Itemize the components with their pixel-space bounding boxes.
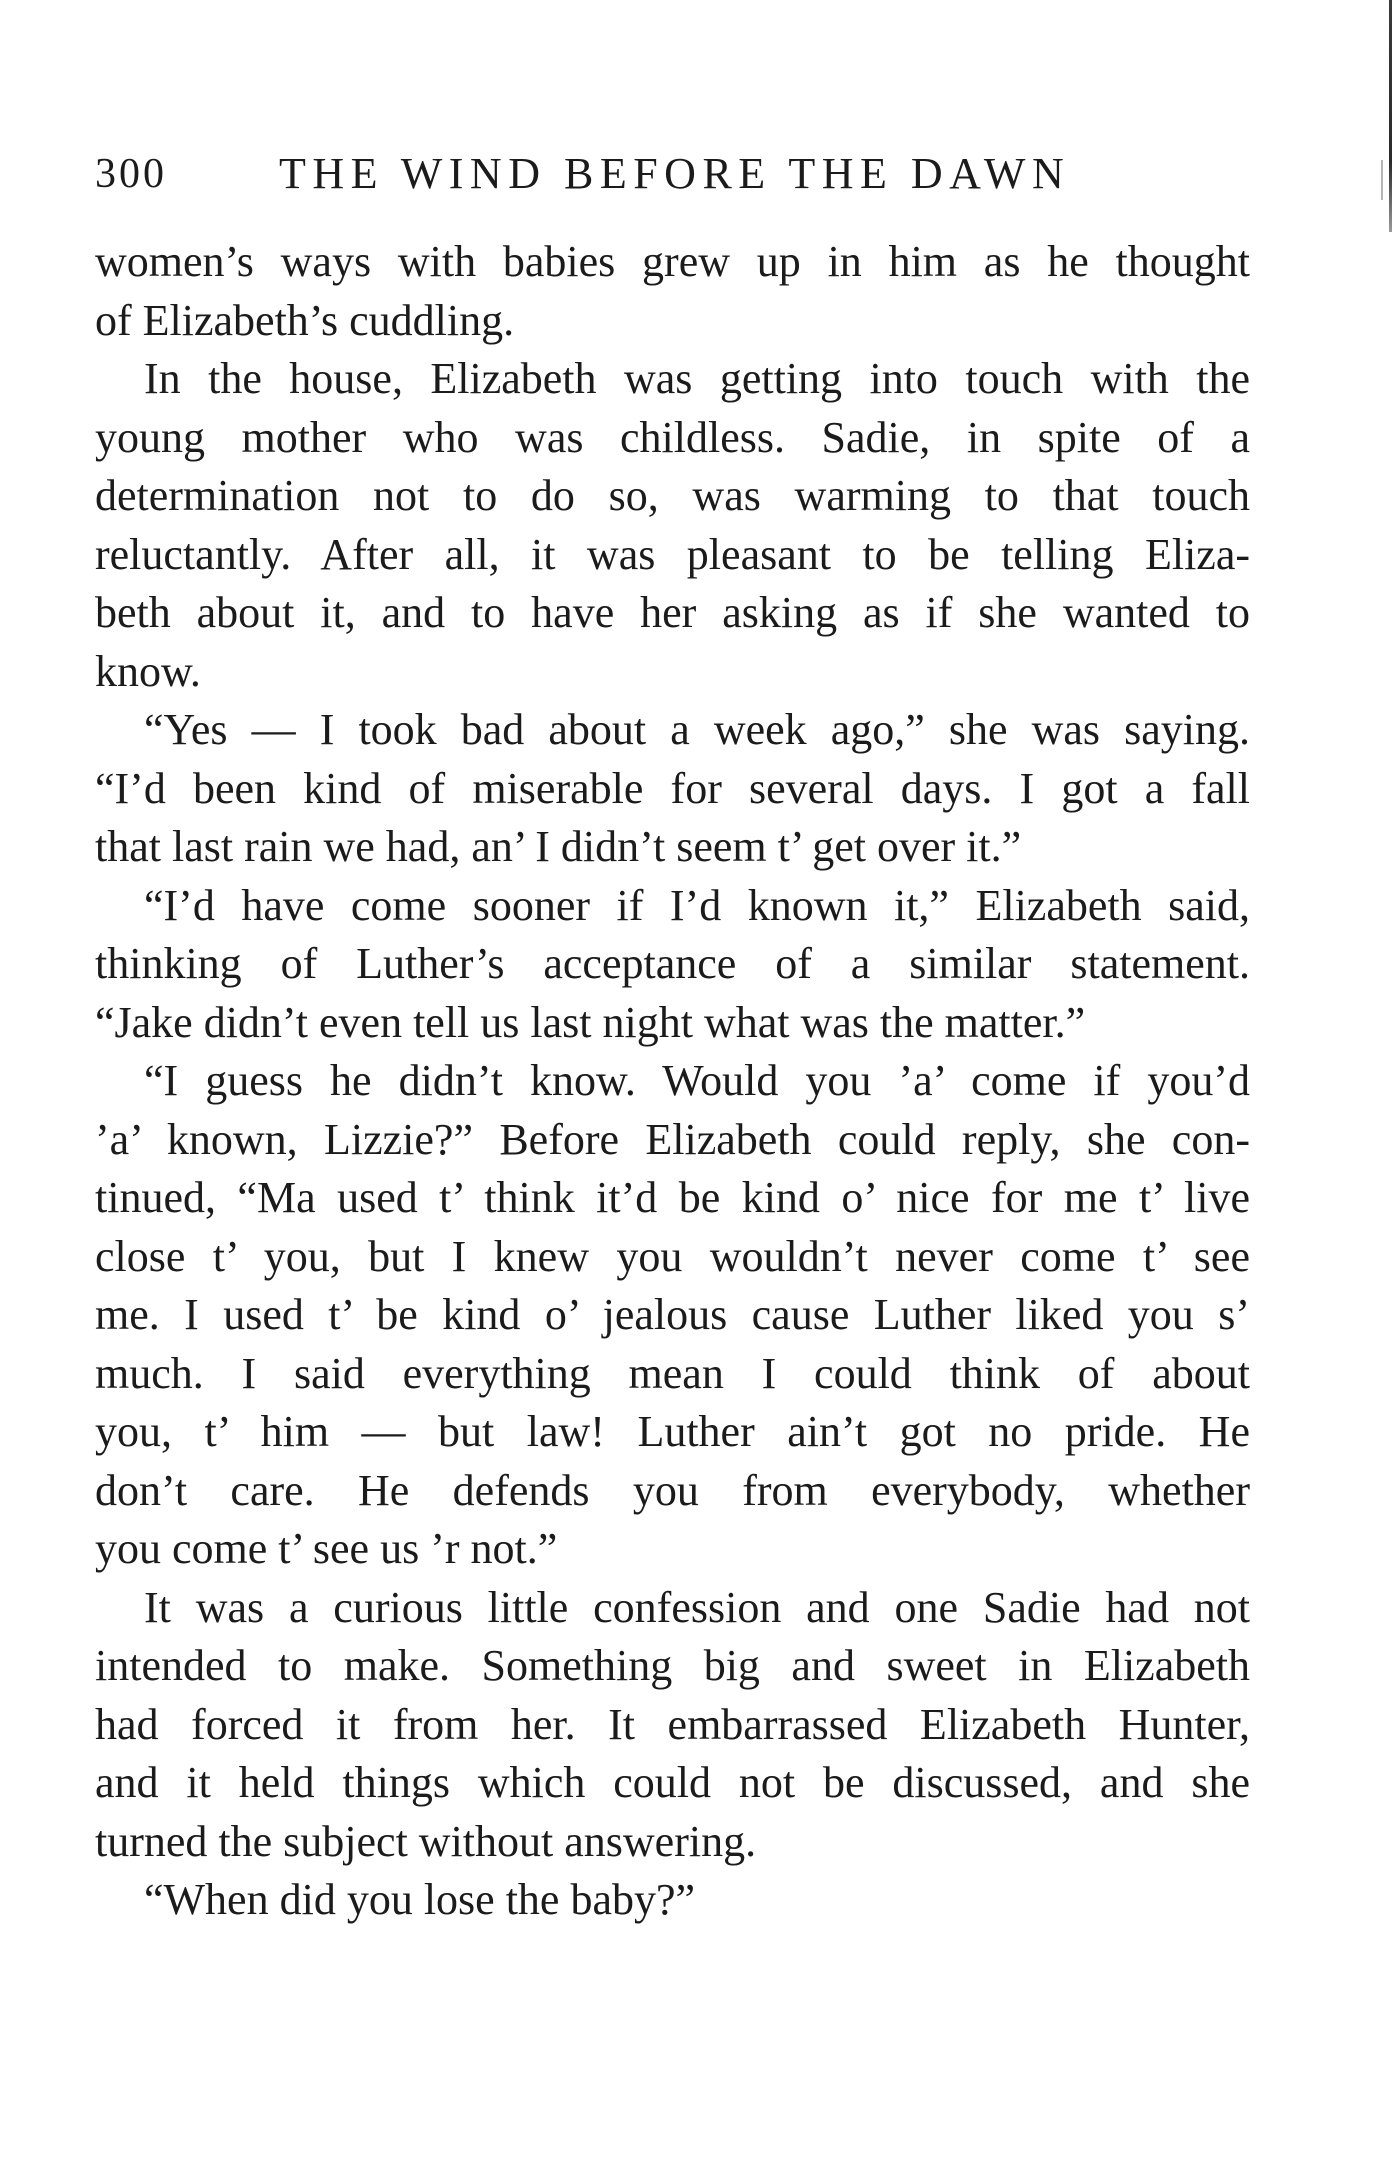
text-line: “I’d been kind of miserable for several days. I got a fall [95, 763, 1250, 813]
text-line: beth about it, and to have her asking as if she wanted to [95, 588, 1250, 637]
scan-edge-tick [1381, 160, 1383, 200]
page-number: 300 [95, 151, 167, 197]
text-line: don’t care. He defends you from everybody, whether [95, 1465, 1250, 1515]
text-line: “Jake didn’t even tell us last night what was the matter.” [95, 997, 1086, 1047]
text-line: tinued, “Ma used t’ think it’d be kind o’ nice for me t’ live [95, 1173, 1250, 1222]
text-line: thinking of Luther’s acceptance of a similar statement. [95, 939, 1250, 988]
text-line: In the house, Elizabeth was getting into touch with the [144, 354, 1250, 403]
text-line: intended to make. Something big and sweet in Elizabeth [95, 1641, 1250, 1690]
text-line: of Elizabeth’s cuddling. [95, 295, 515, 345]
scan-edge-mark [1389, 0, 1392, 232]
text-line: you come t’ see us ’r not.” [95, 1524, 558, 1573]
paragraph [95, 1052, 1250, 1579]
body-text [95, 233, 1250, 1930]
paragraph [95, 1871, 1250, 1930]
text-line: women’s ways with babies grew up in him as he thought [95, 237, 1250, 286]
text-line: It was a curious little confession and one Sadie had not [144, 1582, 1250, 1632]
text-line: determination not to do so, was warming to that touch [95, 471, 1250, 520]
text-line: close t’ you, but I knew you wouldn’t never come t’ see [95, 1231, 1250, 1281]
paragraph [95, 877, 1250, 1053]
text-line: turned the subject without answering. [95, 1816, 757, 1866]
paragraph [95, 350, 1250, 701]
paragraph [95, 1579, 1250, 1872]
text-line: young mother who was childless. Sadie, in spite of a [95, 412, 1250, 462]
text-line: that last rain we had, an’ I didn’t seem t’ get over it.” [95, 822, 1022, 871]
text-line: you, t’ him — but law! Luther ain’t got no pride. He [95, 1407, 1250, 1456]
paragraph [95, 233, 1250, 350]
text-line: “I’d have come sooner if I’d known it,” Elizabeth said, [144, 880, 1250, 930]
text-line: much. I said everything mean I could think of about [95, 1348, 1250, 1398]
text-line: ’a’ known, Lizzie?” Before Elizabeth could reply, she con- [95, 1114, 1250, 1164]
text-line: “I guess he didn’t know. Would you ’a’ come if you’d [144, 1056, 1250, 1105]
paragraph [95, 701, 1250, 877]
text-line: “Yes — I took bad about a week ago,” she was saying. [144, 705, 1250, 754]
text-line: reluctantly. After all, it was pleasant to be telling Eliza- [95, 529, 1250, 579]
text-line: “When did you lose the baby?” [144, 1875, 696, 1924]
running-title: THE WIND BEFORE THE DAWN [279, 149, 1071, 198]
text-line: know. [95, 646, 201, 696]
text-line: had forced it from her. It embarrassed Elizabeth Hunter, [95, 1699, 1250, 1749]
text-line: me. I used t’ be kind o’ jealous cause Luther liked you s’ [95, 1290, 1250, 1339]
text-line: and it held things which could not be discussed, and she [95, 1758, 1250, 1807]
page-header [95, 145, 1250, 203]
